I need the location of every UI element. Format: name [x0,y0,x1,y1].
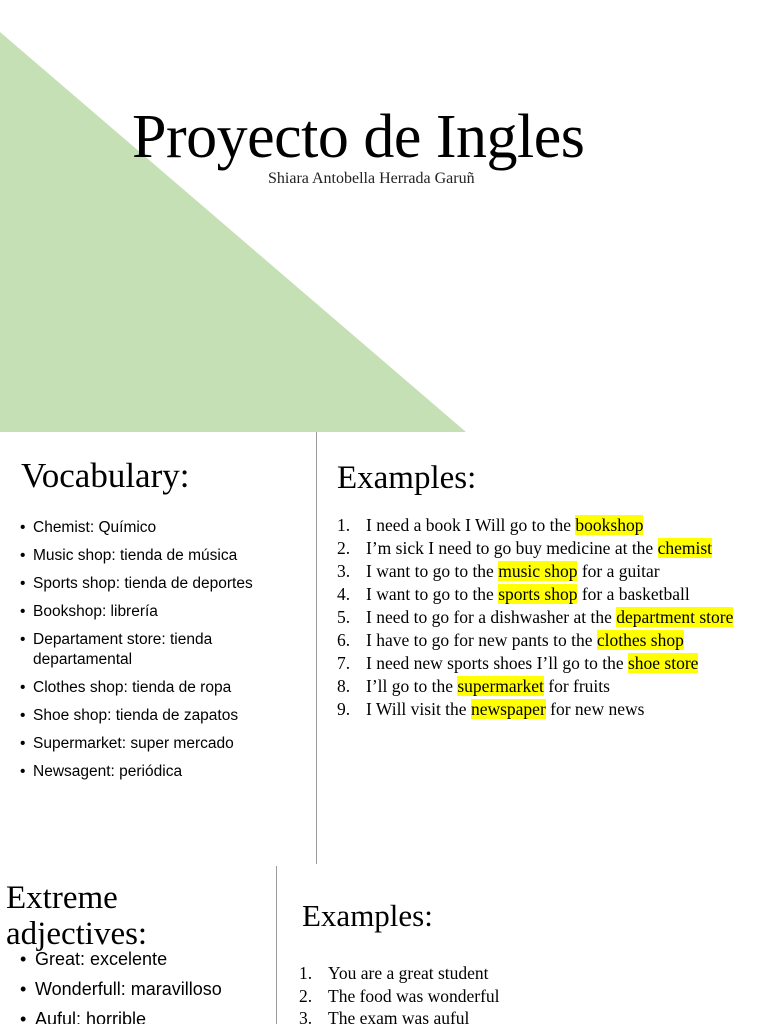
author-name: Shiara Antobella Herrada Garuñ [268,170,475,187]
adjectives-list [20,948,280,1024]
highlighted-word: sports shop [498,584,578,604]
example-number: 2. [299,985,313,1006]
example-item [337,514,752,537]
triangle-polygon [0,32,466,432]
vocabulary-item: • Shoe shop: tienda de zapatos [20,706,302,726]
adjective-example-item [299,985,739,1008]
column-divider [316,432,317,864]
example-number: 4. [337,584,351,604]
highlighted-word: department store [616,607,734,627]
vocabulary-item: • Bookshop: librería [20,602,302,622]
adjective-item: • Wonderfull: maravilloso [20,978,280,1000]
highlighted-word: chemist [657,538,713,558]
title-slide [0,0,768,432]
highlighted-word: newspaper [470,699,546,719]
adjectives-heading: Extreme adjectives: [6,880,148,952]
adjective-item: • Auful: horrible [20,1008,280,1024]
examples-list [337,514,752,721]
vocabulary-list [20,518,302,790]
column-divider [276,866,277,1024]
vocabulary-item: • Departament store: tienda departamental [20,630,302,670]
example-number: 3. [337,561,351,581]
example-text: I Will visit the [366,699,471,719]
example-text: I’m sick I need to go buy medicine at the [366,538,658,558]
example-text: I want to go to the [366,561,499,581]
example-text: The exam was auful [328,1008,470,1024]
example-number: 3. [299,1008,313,1024]
vocabulary-item: • Chemist: Químico [20,518,302,538]
adjective-item: • Great: excelente [20,948,280,970]
example-number: 1. [299,963,313,983]
example-number: 5. [337,607,351,627]
adjective-example-item [299,1007,739,1024]
example-item [337,560,752,583]
examples-heading-2: Examples: [302,898,433,933]
vocabulary-item: • Sports shop: tienda de deportes [20,574,302,594]
vocabulary-item: • Supermarket: super mercado [20,734,302,754]
example-item [337,652,752,675]
adjective-examples-list [299,962,739,1024]
highlighted-word: bookshop [575,515,644,535]
example-text: You are a great student [328,963,489,983]
adjectives-slide [0,864,768,1024]
example-item [337,629,752,652]
example-number: 6. [337,630,351,650]
example-item [337,583,752,606]
highlighted-word: supermarket [457,676,544,696]
example-text-end: for a guitar [577,561,660,581]
example-text-end: for fruits [543,676,610,696]
vocabulary-item: • Music shop: tienda de música [20,546,302,566]
example-text-end: for a basketball [577,584,690,604]
highlighted-word: clothes shop [596,630,684,650]
highlighted-word: music shop [498,561,578,581]
example-number: 7. [337,653,351,673]
example-number: 1. [337,515,351,535]
example-text: I have to go for new pants to the [366,630,597,650]
example-text-end: for new news [545,699,645,719]
examples-heading: Examples: [337,460,477,496]
example-text: I need new sports shoes I’ll go to the [366,653,628,673]
green-triangle-shape [0,0,470,432]
example-item [337,537,752,560]
page-title: Proyecto de Ingles [132,103,585,171]
vocabulary-slide [0,432,768,864]
example-text: I need a book I Will go to the [366,515,576,535]
example-text: I’ll go to the [366,676,458,696]
example-number: 8. [337,676,351,696]
example-item [337,698,752,721]
vocabulary-heading: Vocabulary: [21,456,190,495]
adjective-example-item [299,962,739,985]
example-text: I need to go for a dishwasher at the [366,607,617,627]
vocabulary-item: • Newsagent: periódica [20,762,302,782]
example-number: 9. [337,699,351,719]
example-text: The food was wonderful [328,985,500,1006]
example-item [337,606,752,629]
example-text: I want to go to the [366,584,499,604]
example-item [337,675,752,698]
vocabulary-item: • Clothes shop: tienda de ropa [20,678,302,698]
highlighted-word: shoe store [627,653,699,673]
example-number: 2. [337,538,351,558]
